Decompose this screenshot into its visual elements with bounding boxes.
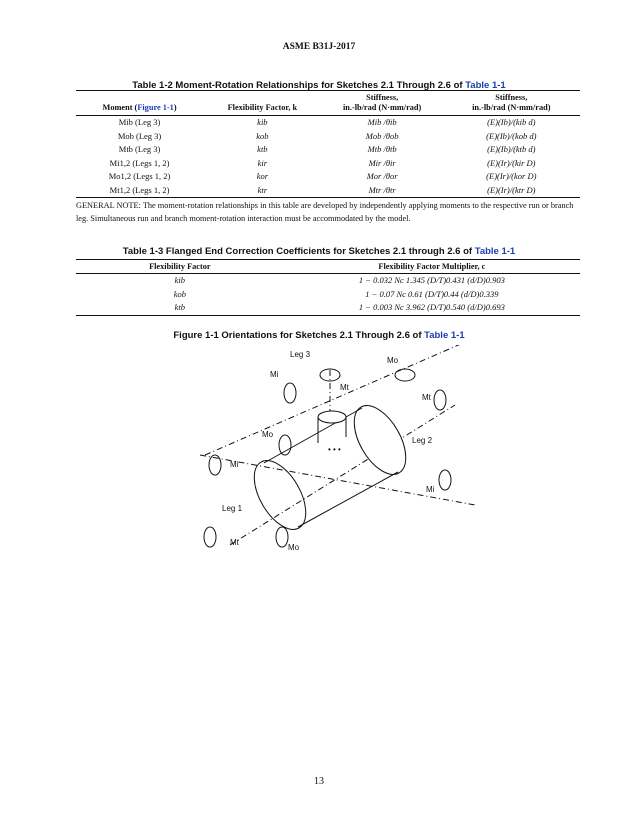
- cell-stiffness-2: (E)(Ir)/(kir D): [487, 157, 536, 168]
- leg2-label: Leg 2: [412, 436, 433, 445]
- cell-k: ktr: [257, 184, 268, 195]
- cell-stiffness-1: Mor /θor: [366, 171, 398, 181]
- mo-top-rotation: [395, 369, 415, 381]
- cell-multiplier: 1 − 0.032 Nc 1.345 (D/T)0.431 (d/D)0.903: [358, 275, 505, 285]
- table-row: [76, 301, 580, 315]
- mo-bottom-label: Mo: [288, 543, 300, 552]
- cell-stiffness-2: (E)(Ib)/(ktb d): [487, 144, 536, 154]
- cell-multiplier: 1 − 0.07 Nc 0.61 (D/T)0.44 (d/D)0.339: [365, 288, 499, 299]
- cell-stiffness-2: (E)(Ib)/(kib d): [487, 117, 536, 127]
- table-1-2: [76, 90, 580, 198]
- table-1-1-link[interactable]: Table 1-1: [424, 330, 465, 341]
- mt-right-rotation: [434, 390, 446, 410]
- figure-1-1-caption: [0, 330, 638, 341]
- mi-right-rotation: [439, 470, 451, 490]
- cell-moment: Mi1,2 (Legs 1, 2): [109, 157, 170, 168]
- mi-left-label: Mi: [230, 460, 239, 469]
- general-note: GENERAL NOTE: The moment-rotation relationships in this table are developed by independently applying moments to the respective run or branch leg. Simultaneous run and branch moment-rotation interaction must be accommodated by the model.: [76, 201, 574, 223]
- col-flexibility-factor: Flexibility Factor: [76, 260, 284, 274]
- table-header-row: [76, 91, 580, 116]
- table-row: [76, 184, 580, 198]
- col-stiffness-2: Stiffness, in.-lb/rad (N·mm/rad): [443, 91, 580, 116]
- mo-top-label: Mo: [387, 356, 399, 365]
- cell-k: kib: [174, 275, 186, 285]
- table-row: [76, 157, 580, 171]
- cell-stiffness-1: Mtb /θtb: [367, 144, 397, 154]
- cell-k: kob: [173, 288, 186, 299]
- cell-moment: Mib (Leg 3): [118, 117, 161, 127]
- cell-stiffness-2: (E)(Ib)/(kob d): [486, 130, 537, 141]
- cell-moment: Mob (Leg 3): [117, 130, 162, 141]
- cell-moment: Mt1,2 (Legs 1, 2): [109, 184, 170, 195]
- table-row: [76, 274, 580, 288]
- col-moment: Moment (Figure 1-1): [76, 91, 203, 116]
- cell-k: ktb: [257, 144, 268, 154]
- mi-top-rotation: [284, 383, 296, 403]
- table-row: [76, 288, 580, 302]
- page-header: ASME B31J-2017: [282, 42, 356, 52]
- caption-text: Table 1-2 Moment-Rotation Relationships for Sketches 2.1 Through 2.6 of: [132, 80, 466, 91]
- cell-k: kor: [256, 171, 269, 181]
- leg1-label: Leg 1: [222, 504, 243, 513]
- cell-k: ktb: [174, 302, 186, 312]
- mt-right-label: Mt: [422, 393, 431, 402]
- cell-moment: Mtb (Leg 3): [118, 144, 161, 154]
- cell-stiffness-2: (E)(Ir)/(kor D): [486, 171, 537, 181]
- table-row: [76, 116, 580, 130]
- branch-dots: • • •: [328, 445, 341, 454]
- table-1-3: [76, 259, 580, 316]
- mo-bottom-rotation: [276, 527, 288, 547]
- col-multiplier: Flexibility Factor Multiplier, c: [284, 260, 580, 274]
- cell-stiffness-1: Mob /θob: [365, 130, 399, 141]
- table-row: [76, 170, 580, 184]
- cell-k: kir: [257, 157, 268, 168]
- caption-text: Table 1-3 Flanged End Correction Coefficients for Sketches 2.1 through 2.6 of: [122, 246, 475, 257]
- cell-stiffness-1: Mib /θib: [367, 117, 397, 127]
- mt-bottom-label: Mt: [230, 538, 239, 547]
- table-1-1-link[interactable]: Table 1-1: [465, 80, 506, 91]
- table-header-row: [76, 260, 580, 274]
- caption-text: Figure 1-1 Orientations for Sketches 2.1 Through 2.6 of: [173, 330, 425, 341]
- page-number: 13: [314, 776, 324, 787]
- cell-moment: Mo1,2 (Legs 1, 2): [108, 171, 171, 181]
- tee-orientation-diagram: [190, 345, 480, 565]
- mo-mid-rotation: [279, 435, 291, 455]
- mi-right-label: Mi: [426, 485, 435, 494]
- col-stiffness-1: Stiffness, in.-lb/rad (N·mm/rad): [322, 91, 443, 116]
- cell-multiplier: 1 − 0.003 Nc 3.962 (D/T)0.540 (d/D)0.693: [358, 302, 505, 312]
- leg3-label: Leg 3: [290, 350, 311, 359]
- cell-k: kib: [257, 117, 268, 127]
- table-row: [76, 143, 580, 157]
- mt-bottom-rotation: [204, 527, 216, 547]
- figure-1-1-link[interactable]: Figure 1-1: [137, 103, 174, 112]
- table-1-3-caption: [0, 246, 638, 257]
- branch-pipe: [318, 411, 346, 443]
- cell-stiffness-2: (E)(Ir)/(ktr D): [487, 184, 536, 195]
- main-axis: [230, 405, 455, 545]
- table-1-1-link[interactable]: Table 1-1: [474, 246, 516, 257]
- run-axis-lower: [200, 455, 475, 505]
- cell-stiffness-1: Mir /θir: [368, 157, 396, 168]
- mi-top-label: Mi: [270, 370, 279, 379]
- cell-stiffness-1: Mtr /θtr: [368, 184, 396, 195]
- mo-mid-label: Mo: [262, 430, 274, 439]
- cell-k: kob: [256, 130, 269, 141]
- col-flexibility-factor: Flexibility Factor, k: [203, 91, 322, 116]
- table-row: [76, 130, 580, 144]
- mt-top-label: Mt: [340, 383, 349, 392]
